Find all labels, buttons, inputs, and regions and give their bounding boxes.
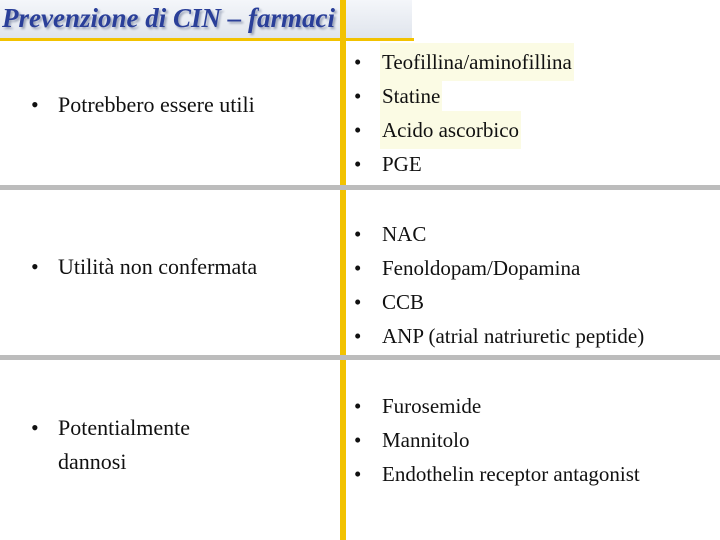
bullet: • xyxy=(354,50,362,74)
bullet: • xyxy=(354,152,362,176)
list-item-text: Acido ascorbico xyxy=(382,113,519,147)
list-item-text: Endothelin receptor antagonist xyxy=(382,462,640,486)
bullet: • xyxy=(354,256,362,280)
list-item-text: Mannitolo xyxy=(382,428,470,452)
bullet: • xyxy=(31,254,39,279)
section-label-text: Potentialmente xyxy=(58,415,190,440)
list-item-text: Furosemide xyxy=(382,394,482,418)
slide-title: Prevenzione di CIN – farmaci xyxy=(2,3,335,33)
list-item-text: CCB xyxy=(382,290,425,314)
bullet: • xyxy=(354,290,362,314)
list-item-text: Teofillina/aminofillina xyxy=(382,45,572,79)
bullet: • xyxy=(354,428,362,452)
bullet: • xyxy=(31,415,39,440)
bullet: • xyxy=(354,222,362,246)
section-label-text: dannosi xyxy=(58,449,127,474)
section-label-unconfirmed xyxy=(31,250,257,284)
section-label-useful xyxy=(31,88,255,122)
bullet: • xyxy=(354,118,362,142)
row-divider-1 xyxy=(0,185,720,190)
bullet: • xyxy=(354,462,362,486)
title-bar xyxy=(0,0,412,40)
list-item-text: Statine xyxy=(382,79,440,113)
title-underline xyxy=(0,38,414,41)
bullet: • xyxy=(354,324,362,348)
bullet: • xyxy=(31,92,39,117)
row-divider-2 xyxy=(0,355,720,360)
column-divider xyxy=(340,0,346,540)
list-item-text: ANP (atrial natriuretic peptide) xyxy=(382,324,645,348)
list-item-text: Fenoldopam/Dopamina xyxy=(382,256,581,280)
bullet: • xyxy=(354,394,362,418)
section-label-harmful xyxy=(31,411,190,479)
section-label-text: Utilità non confermata xyxy=(58,254,258,279)
bullet: • xyxy=(354,84,362,108)
list-item-text: PGE xyxy=(382,152,422,176)
list-item-text: NAC xyxy=(382,222,427,246)
section-label-text: Potrebbero essere utili xyxy=(58,92,255,117)
